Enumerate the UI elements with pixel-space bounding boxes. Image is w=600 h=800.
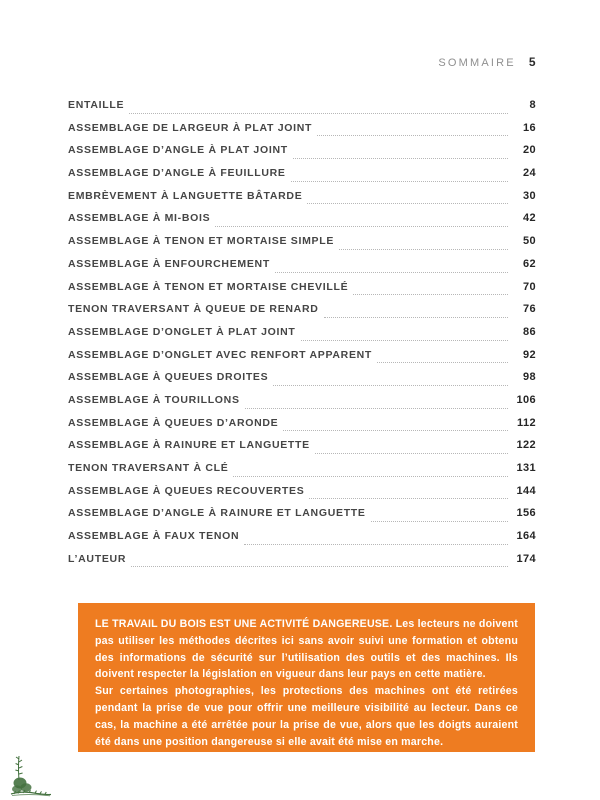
toc-entry-page: 106 xyxy=(516,393,536,406)
page-number: 5 xyxy=(528,55,536,69)
toc-entry-label: ASSEMBLAGE À QUEUES D’ARONDE xyxy=(68,416,279,429)
dotted-leader xyxy=(245,408,508,409)
dotted-leader xyxy=(377,362,508,363)
toc-entry-page: 131 xyxy=(516,462,536,474)
toc-entry-page: 92 xyxy=(522,348,536,361)
toc-entry-page: 156 xyxy=(516,507,536,520)
table-of-contents xyxy=(68,99,536,575)
warning-paragraph-1 xyxy=(95,616,518,683)
dotted-leader xyxy=(307,203,508,204)
toc-row xyxy=(68,144,536,167)
warning-paragraph-1-rest: Les lecteurs ne doivent pas utiliser les méthodes décrites ici sans avoir suivi une formation et obtenu des informations de sécurité sur l’utilisation des outils et des machines. Ils doivent respecter la législation en vigueur dans leur pays en cette matière. xyxy=(95,618,518,681)
toc-row xyxy=(68,507,536,530)
toc-entry-label: ASSEMBLAGE DE LARGEUR À PLAT JOINT xyxy=(68,121,313,134)
toc-entry-page: 62 xyxy=(522,257,536,270)
toc-entry-page: 8 xyxy=(529,99,536,111)
toc-entry-label: ASSEMBLAGE À FAUX TENON xyxy=(68,530,240,543)
dotted-leader xyxy=(315,453,508,454)
toc-entry-page: 98 xyxy=(522,371,536,384)
warning-paragraph-2: Sur certaines photographies, les protections des machines ont été retirées pendant la prise de vue pour offrir une meilleure visibilité au lecteur. Dans ce cas, la machine a été arrêtée pour la prise de vue, alors que les doigts auraient été dans une position dangereuse si elle avait été mise en marche. xyxy=(95,685,518,748)
dotted-leader xyxy=(324,317,508,318)
toc-row xyxy=(68,394,536,417)
toc-row xyxy=(68,530,536,553)
toc-row xyxy=(68,235,536,258)
toc-entry-label: ASSEMBLAGE À QUEUES RECOUVERTES xyxy=(68,484,305,497)
dotted-leader xyxy=(273,385,508,386)
page-header xyxy=(65,55,536,69)
toc-entry-label: TENON TRAVERSANT À QUEUE DE RENARD xyxy=(68,303,319,316)
dotted-leader xyxy=(283,430,508,431)
toc-entry-page: 50 xyxy=(522,235,536,248)
dotted-leader xyxy=(129,113,508,114)
toc-entry-page: 122 xyxy=(516,439,536,452)
dotted-leader xyxy=(233,476,508,477)
dotted-leader xyxy=(339,249,508,250)
toc-entry-label: ASSEMBLAGE À TENON ET MORTAISE SIMPLE xyxy=(68,235,335,248)
dotted-leader xyxy=(309,498,508,499)
toc-entry-page: 86 xyxy=(522,325,536,338)
toc-row xyxy=(68,190,536,213)
toc-entry-page: 174 xyxy=(516,552,536,565)
toc-entry-label: ASSEMBLAGE D’ONGLET À PLAT JOINT xyxy=(68,325,296,338)
toc-entry-page: 42 xyxy=(522,212,536,225)
toc-entry-page: 76 xyxy=(522,303,536,316)
toc-entry-page: 144 xyxy=(516,484,536,497)
toc-entry-page: 112 xyxy=(517,416,536,429)
toc-row xyxy=(68,462,536,485)
dotted-leader xyxy=(293,158,508,159)
dotted-leader xyxy=(244,544,508,545)
toc-row xyxy=(68,303,536,326)
toc-entry-page: 16 xyxy=(522,121,536,134)
dotted-leader xyxy=(291,181,508,182)
toc-row xyxy=(68,417,536,440)
toc-entry-label: ASSEMBLAGE À TENON ET MORTAISE CHEVILLÉ xyxy=(68,280,349,293)
toc-entry-label: ASSEMBLAGE À QUEUES DROITES xyxy=(68,371,269,384)
toc-row xyxy=(68,258,536,281)
toc-entry-label: ASSEMBLAGE D’ANGLE À RAINURE ET LANGUETTE xyxy=(68,507,366,520)
dotted-leader xyxy=(317,135,508,136)
dotted-leader xyxy=(353,294,508,295)
toc-entry-label: ASSEMBLAGE À MI-BOIS xyxy=(68,212,211,225)
toc-entry-label: ASSEMBLAGE À TOURILLONS xyxy=(68,393,240,406)
toc-row xyxy=(68,371,536,394)
toc-entry-label: ASSEMBLAGE D’ANGLE À FEUILLURE xyxy=(68,167,286,180)
toc-row xyxy=(68,485,536,508)
toc-entry-page: 24 xyxy=(522,167,536,180)
toc-entry-label: ASSEMBLAGE D’ANGLE À PLAT JOINT xyxy=(68,144,288,157)
toc-entry-label: L’AUTEUR xyxy=(68,552,127,565)
toc-row xyxy=(68,326,536,349)
toc-entry-label: ASSEMBLAGE À ENFOURCHEMENT xyxy=(68,257,270,270)
page-title: SOMMAIRE xyxy=(438,57,516,69)
plant-ornament-icon xyxy=(9,754,53,798)
toc-entry-page: 164 xyxy=(516,530,536,543)
toc-row xyxy=(68,281,536,304)
toc-entry-page: 70 xyxy=(522,280,536,293)
dotted-leader xyxy=(131,566,508,567)
toc-row xyxy=(68,439,536,462)
toc-entry-label: ENTAILLE xyxy=(68,99,125,111)
toc-entry-page: 20 xyxy=(522,144,536,157)
toc-entry-label: EMBRÈVEMENT À LANGUETTE BÂTARDE xyxy=(68,189,303,202)
warning-lead-sentence: LE TRAVAIL DU BOIS EST UNE ACTIVITÉ DANGEREUSE. xyxy=(95,618,393,630)
toc-entry-label: ASSEMBLAGE D’ONGLET AVEC RENFORT APPARENT xyxy=(68,348,373,361)
toc-row xyxy=(68,349,536,372)
toc-row xyxy=(68,167,536,190)
toc-row xyxy=(68,553,536,576)
dotted-leader xyxy=(215,226,508,227)
dotted-leader xyxy=(371,521,508,522)
toc-entry-label: TENON TRAVERSANT À CLÉ xyxy=(68,462,229,474)
toc-row xyxy=(68,212,536,235)
toc-entry-label: ASSEMBLAGE À RAINURE ET LANGUETTE xyxy=(68,439,310,452)
dotted-leader xyxy=(275,272,508,273)
dotted-leader xyxy=(301,340,508,341)
toc-row xyxy=(68,99,536,122)
toc-entry-page: 30 xyxy=(522,189,536,202)
safety-warning-box xyxy=(78,603,535,752)
toc-row xyxy=(68,122,536,145)
